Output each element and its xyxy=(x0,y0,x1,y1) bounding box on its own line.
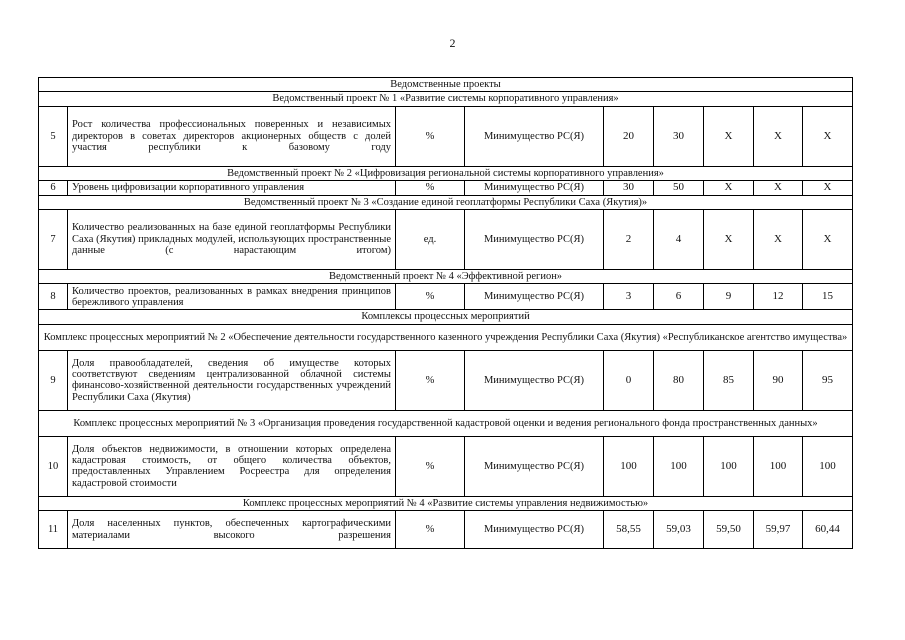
group-header-row xyxy=(39,496,853,510)
unit-cell: % xyxy=(396,350,465,410)
value-cell: 9 xyxy=(704,284,754,310)
value-cell: X xyxy=(803,181,853,195)
indicator-row xyxy=(39,436,853,496)
section-title: Комплексы процессных мероприятий xyxy=(39,310,853,324)
group-header-row xyxy=(39,195,853,209)
indicator-name: Доля правообладателей, сведения об имуществе которых соответствуют сведениям централизованной облачной системы финансово-хозяйственной деятельности государственных учреждений Республики Саха (Якутия) xyxy=(68,350,396,410)
unit-cell: ед. xyxy=(396,210,465,270)
value-cell: X xyxy=(704,210,754,270)
value-cell: X xyxy=(754,210,803,270)
row-number: 11 xyxy=(39,511,68,549)
section-header-row xyxy=(39,78,853,92)
value-cell: X xyxy=(754,181,803,195)
indicator-row xyxy=(39,106,853,166)
value-cell: 30 xyxy=(654,106,704,166)
value-cell: 60,44 xyxy=(803,511,853,549)
value-cell: 59,50 xyxy=(704,511,754,549)
group-header-row xyxy=(39,166,853,180)
unit-cell: % xyxy=(396,106,465,166)
value-cell: X xyxy=(754,106,803,166)
responsible-cell: Минимущество РС(Я) xyxy=(465,511,604,549)
value-cell: 80 xyxy=(654,350,704,410)
value-cell: 95 xyxy=(803,350,853,410)
indicator-row xyxy=(39,511,853,549)
responsible-cell: Минимущество РС(Я) xyxy=(465,436,604,496)
value-cell: 12 xyxy=(754,284,803,310)
row-number: 10 xyxy=(39,436,68,496)
row-number: 8 xyxy=(39,284,68,310)
value-cell: 59,97 xyxy=(754,511,803,549)
value-cell: 100 xyxy=(754,436,803,496)
responsible-cell: Минимущество РС(Я) xyxy=(465,181,604,195)
value-cell: 90 xyxy=(754,350,803,410)
indicator-name: Уровень цифровизации корпоративного управления xyxy=(68,181,396,195)
responsible-cell: Минимущество РС(Я) xyxy=(465,350,604,410)
indicator-name: Количество реализованных на базе единой геоплатформы Республики Саха (Якутия) прикладных модулей, использующих пространственные данные (с нарастающим итогом) xyxy=(68,210,396,270)
group-title: Комплекс процессных мероприятий № 3 «Организация проведения государственной кадастровой оценки и ведения регионального фонда пространственных данных» xyxy=(39,410,853,436)
responsible-cell: Минимущество РС(Я) xyxy=(465,106,604,166)
group-title: Ведомственный проект № 3 «Создание единой геоплатформы Республики Саха (Якутия)» xyxy=(39,195,853,209)
value-cell: 0 xyxy=(604,350,654,410)
row-number: 6 xyxy=(39,181,68,195)
value-cell: 3 xyxy=(604,284,654,310)
value-cell: 100 xyxy=(704,436,754,496)
group-header-row xyxy=(39,92,853,106)
value-cell: 20 xyxy=(604,106,654,166)
group-title: Ведомственный проект № 4 «Эффективной регион» xyxy=(39,270,853,284)
value-cell: 15 xyxy=(803,284,853,310)
responsible-cell: Минимущество РС(Я) xyxy=(465,210,604,270)
value-cell: 6 xyxy=(654,284,704,310)
value-cell: 58,55 xyxy=(604,511,654,549)
section-title: Ведомственные проекты xyxy=(39,78,853,92)
indicator-row xyxy=(39,350,853,410)
unit-cell: % xyxy=(396,436,465,496)
page-number: 2 xyxy=(449,36,456,50)
value-cell: 2 xyxy=(604,210,654,270)
row-number: 5 xyxy=(39,106,68,166)
group-title: Комплекс процессных мероприятий № 4 «Развитие системы управления недвижимостью» xyxy=(39,496,853,510)
value-cell: 59,03 xyxy=(654,511,704,549)
value-cell: 4 xyxy=(654,210,704,270)
value-cell: 85 xyxy=(704,350,754,410)
value-cell: 100 xyxy=(604,436,654,496)
indicator-name: Рост количества профессиональных поверенных и независимых директоров в советах директоров акционерных обществ с долей участия республики к базовому году xyxy=(68,106,396,166)
indicator-name: Количество проектов, реализованных в рамках внедрения принципов бережливого управления xyxy=(68,284,396,310)
section-header-row xyxy=(39,310,853,324)
indicator-name: Доля населенных пунктов, обеспеченных картографическими материалами высокого разрешения xyxy=(68,511,396,549)
row-number: 7 xyxy=(39,210,68,270)
value-cell: 30 xyxy=(604,181,654,195)
value-cell: 50 xyxy=(654,181,704,195)
indicator-row xyxy=(39,284,853,310)
indicator-row xyxy=(39,210,853,270)
indicators-table xyxy=(38,77,853,549)
value-cell: X xyxy=(704,106,754,166)
group-title: Комплекс процессных мероприятий № 2 «Обеспечение деятельности государственного казенного учреждения Республики Саха (Якутия) «Республиканское агентство имущества» xyxy=(39,324,853,350)
group-title: Ведомственный проект № 1 «Развитие системы корпоративного управления» xyxy=(39,92,853,106)
responsible-cell: Минимущество РС(Я) xyxy=(465,284,604,310)
value-cell: 100 xyxy=(654,436,704,496)
table-body xyxy=(39,78,853,549)
group-header-row xyxy=(39,270,853,284)
unit-cell: % xyxy=(396,181,465,195)
value-cell: X xyxy=(704,181,754,195)
group-title: Ведомственный проект № 2 «Цифровизация региональной системы корпоративного управления» xyxy=(39,166,853,180)
indicator-row xyxy=(39,181,853,195)
indicator-name: Доля объектов недвижимости, в отношении которых определена кадастровая стоимость, от общего количества объектов, предоставленных Управлением Росреестра для определения кадастровой стоимости xyxy=(68,436,396,496)
unit-cell: % xyxy=(396,511,465,549)
value-cell: 100 xyxy=(803,436,853,496)
row-number: 9 xyxy=(39,350,68,410)
group-header-row xyxy=(39,410,853,436)
unit-cell: % xyxy=(396,284,465,310)
value-cell: X xyxy=(803,106,853,166)
group-header-row xyxy=(39,324,853,350)
value-cell: X xyxy=(803,210,853,270)
